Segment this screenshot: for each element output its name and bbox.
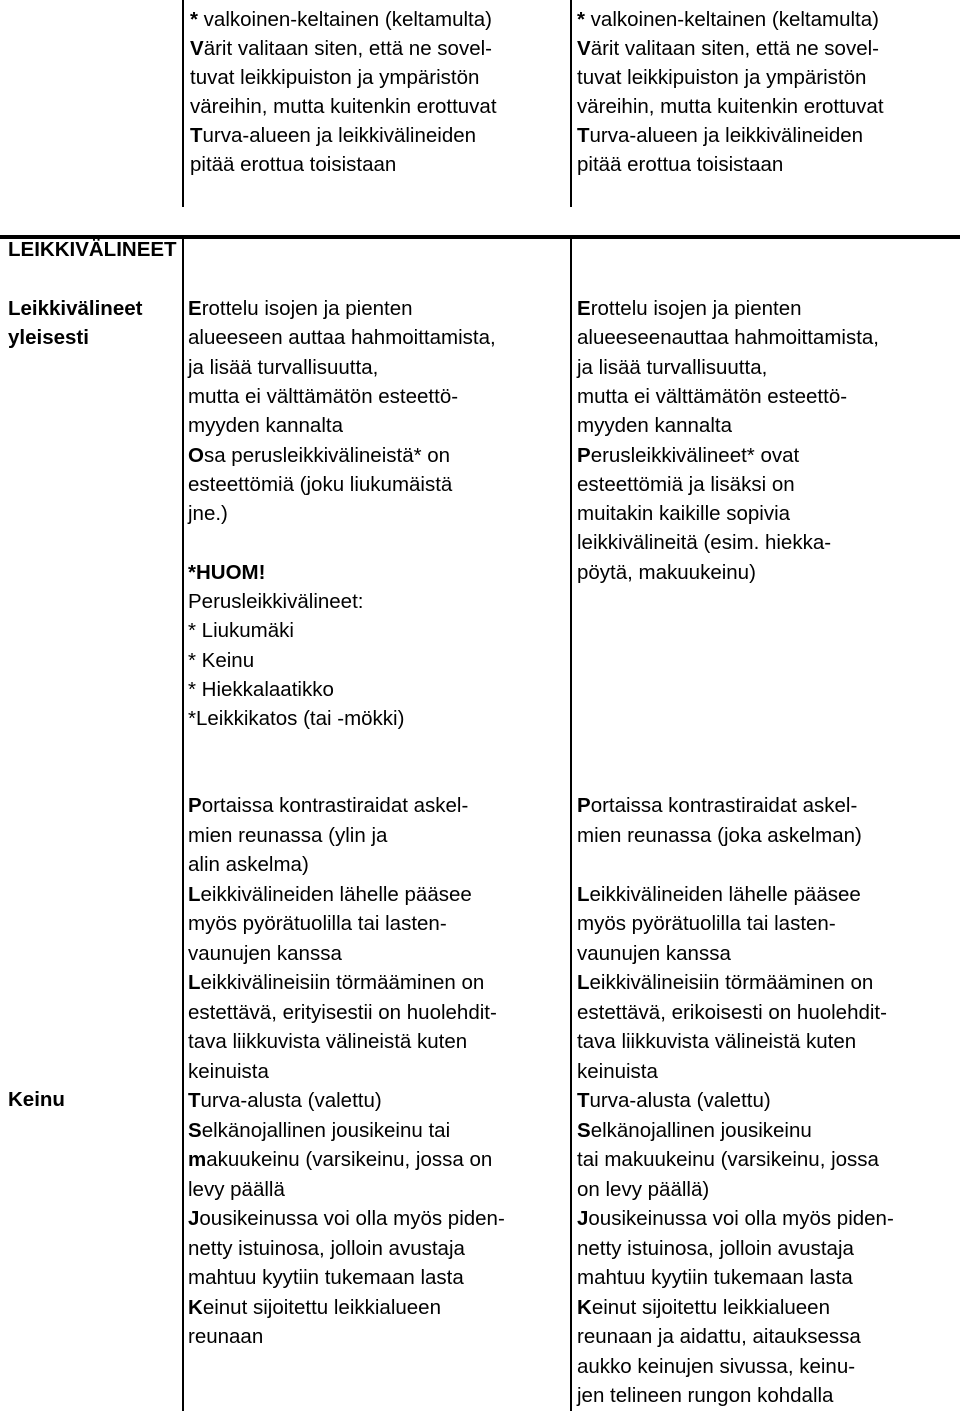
text-line-body: tuvat leikkipuiston ja ympäristön <box>577 66 867 89</box>
text-line-body: *Leikkikatos (tai -mökki) <box>188 707 405 731</box>
text-line-body: eikkivälineiden lähelle pääsee <box>200 882 472 906</box>
text-line <box>577 356 767 380</box>
text-line-body: ousikeinussa voi olla myös piden- <box>588 1207 894 1230</box>
text-line-body: einut sijoitettu leikkialueen <box>591 1295 830 1319</box>
text-line-lead: P <box>188 794 202 817</box>
text-line <box>188 1266 464 1290</box>
text-line <box>577 1325 861 1349</box>
section-header: LEIKKIVÄLINEET <box>8 238 177 261</box>
text-line <box>188 473 452 497</box>
text-line <box>188 678 334 702</box>
text-line-body: sa perusleikkivälineistä* on <box>203 443 451 467</box>
text-line-lead: *HUOM! <box>188 560 266 584</box>
text-line-body: estettävä, erikoisesti on huolehdit- <box>577 1000 887 1024</box>
text-line-lead: T <box>188 1089 201 1112</box>
text-line-body: urva-alueen ja leikkivälineiden <box>589 124 864 147</box>
text-line-body: levy päällä <box>188 1177 285 1201</box>
text-line <box>577 297 802 321</box>
text-line-body: eikkivälineisiin törmääminen on <box>200 971 485 994</box>
text-line <box>577 502 790 526</box>
text-line-body: mahtuu kyytiin tukemaan lasta <box>577 1266 853 1289</box>
text-line-body: keinuista <box>188 1059 269 1083</box>
row-label-general-1: Leikkivälineet <box>8 297 143 320</box>
text-line-body: reunaan <box>188 1325 264 1348</box>
text-line-lead: L <box>577 971 590 994</box>
text-line-body: vaunujen kanssa <box>577 941 731 965</box>
text-line-body: ortaissa kontrastiraidat askel- <box>201 794 469 817</box>
text-line <box>188 385 458 409</box>
text-line <box>188 619 294 643</box>
text-line-body: keinuista <box>577 1059 658 1083</box>
column-divider-right-top <box>570 0 572 207</box>
text-line <box>577 1237 854 1261</box>
text-line <box>190 95 497 119</box>
text-line <box>188 883 472 907</box>
text-line-lead: S <box>188 1118 202 1142</box>
text-line-body: aukko keinujen sivussa, keinu- <box>577 1354 856 1378</box>
text-line-body: * Hiekkalaatikko <box>188 677 334 701</box>
text-line-body: myös pyörätuolilla tai lasten- <box>188 912 447 935</box>
text-line-lead: * <box>577 8 585 31</box>
text-line-body: myös pyörätuolilla tai lasten- <box>577 912 836 935</box>
text-line <box>577 1296 830 1320</box>
text-line <box>188 502 228 526</box>
text-line <box>188 649 254 673</box>
text-line <box>188 297 413 321</box>
text-line-body: väreihin, mutta kuitenkin erottuvat <box>577 95 884 118</box>
text-line <box>577 1178 709 1202</box>
text-line <box>188 1178 285 1202</box>
text-line <box>190 37 492 61</box>
text-line-lead: E <box>577 297 591 320</box>
text-line <box>188 1030 467 1054</box>
text-line <box>577 1089 771 1113</box>
text-line-lead: V <box>190 37 204 60</box>
text-line <box>188 1148 492 1172</box>
text-line-lead: V <box>577 37 591 60</box>
text-line <box>577 8 879 32</box>
text-line-body: vaunujen kanssa <box>188 941 342 965</box>
text-line <box>188 824 387 848</box>
text-line-body: mien reunassa (joka askelman) <box>577 823 862 847</box>
text-line <box>188 1089 382 1113</box>
text-line <box>577 1030 856 1054</box>
text-line <box>577 1207 894 1231</box>
text-line-body: on levy päällä) <box>577 1177 710 1201</box>
text-line-body: * Liukumäki <box>188 619 294 643</box>
text-line <box>190 8 492 32</box>
text-line <box>188 1296 441 1320</box>
text-line-body: Perusleikkivälineet: <box>188 590 364 613</box>
text-line-body: väreihin, mutta kuitenkin erottuvat <box>190 95 497 118</box>
text-line-body: esteettömiä ja lisäksi on <box>577 472 795 496</box>
text-line-body: eikkivälineisiin törmääminen on <box>589 971 874 994</box>
text-line <box>577 1384 833 1408</box>
text-line-body: rottelu isojen ja pienten <box>590 297 802 320</box>
text-line-body: valkoinen-keltainen (keltamulta) <box>197 8 492 31</box>
text-line <box>577 883 861 907</box>
text-line <box>577 444 799 468</box>
text-line <box>577 37 879 61</box>
text-line-body: einut sijoitettu leikkialueen <box>202 1295 441 1319</box>
text-line-body: jne.) <box>188 502 228 526</box>
text-line-body: alueeseenauttaa hahmoittamista, <box>577 326 880 350</box>
text-line-lead: S <box>577 1118 591 1142</box>
text-line-lead: T <box>190 124 203 147</box>
text-line-body: pitää erottua toisistaan <box>190 153 397 176</box>
text-line <box>577 1148 879 1172</box>
text-line-body: pöytä, makuukeinu) <box>577 560 756 584</box>
text-line-body: urva-alueen ja leikkivälineiden <box>202 124 477 147</box>
column-divider-right <box>570 235 572 1411</box>
text-line <box>577 414 732 438</box>
row-label-general-2: yleisesti <box>8 326 89 349</box>
text-line-lead: L <box>188 882 201 906</box>
text-line-body: muitakin kaikille sopivia <box>577 502 791 526</box>
text-line-body: ortaissa kontrastiraidat askel- <box>590 794 858 817</box>
text-line-lead: * <box>190 8 198 31</box>
text-line-lead: T <box>577 1089 590 1112</box>
text-line-body: alin askelma) <box>188 853 309 876</box>
text-line-body: rottelu isojen ja pienten <box>201 297 413 320</box>
text-line <box>577 1001 887 1025</box>
text-line <box>577 942 731 966</box>
text-line-lead: K <box>577 1295 592 1319</box>
text-line <box>577 794 857 818</box>
text-line <box>188 1207 505 1231</box>
text-line-body: ja lisää turvallisuutta, <box>188 355 379 379</box>
text-line <box>188 1325 263 1349</box>
text-line <box>190 124 476 148</box>
text-line <box>188 1060 269 1084</box>
text-line-lead: T <box>577 124 590 147</box>
text-line-lead: m <box>188 1148 207 1171</box>
text-line <box>188 707 404 731</box>
text-line-lead: O <box>188 443 204 467</box>
text-line <box>577 385 847 409</box>
text-line-body: mutta ei välttämätön esteettö- <box>577 384 848 408</box>
text-line-body: alueeseen auttaa hahmoittamista, <box>188 326 496 350</box>
column-divider-left-top <box>182 0 184 207</box>
text-line <box>577 66 866 90</box>
text-line-body: ousikeinussa voi olla myös piden- <box>199 1207 505 1230</box>
text-line-body: mutta ei välttämätön esteettö- <box>188 384 459 408</box>
text-line <box>188 561 265 585</box>
text-line-body: urva-alusta (valettu) <box>589 1089 771 1112</box>
text-line-body: ärit valitaan siten, että ne sovel- <box>590 37 879 60</box>
text-line-body: myyden kannalta <box>577 414 732 438</box>
text-line <box>577 561 756 585</box>
text-line-body: tava liikkuvista välineistä kuten <box>188 1030 468 1053</box>
text-line <box>577 124 863 148</box>
text-line-body: netty istuinosa, jolloin avustaja <box>188 1236 465 1260</box>
text-line-body: * Keinu <box>188 648 255 672</box>
text-line-body: estettävä, erityisestii on huolehdit- <box>188 1000 497 1024</box>
text-line <box>577 1355 855 1379</box>
text-line-body: tava liikkuvista välineistä kuten <box>577 1030 857 1053</box>
text-line-body: myyden kannalta <box>188 414 343 438</box>
text-line-body: netty istuinosa, jolloin avustaja <box>577 1236 854 1260</box>
text-line-lead: J <box>188 1207 200 1230</box>
text-line-body: mahtuu kyytiin tukemaan lasta <box>188 1266 464 1289</box>
text-line <box>188 444 450 468</box>
text-line <box>577 824 862 848</box>
text-line <box>190 153 396 177</box>
text-line <box>188 971 484 995</box>
text-line <box>188 326 496 350</box>
text-line <box>577 1060 658 1084</box>
text-line-body: tuvat leikkipuiston ja ympäristön <box>190 66 480 89</box>
text-line-body: pitää erottua toisistaan <box>577 153 784 176</box>
text-line <box>188 1001 497 1025</box>
text-line <box>577 326 879 350</box>
text-line-body: tai makuukeinu (varsikeinu, jossa <box>577 1148 879 1171</box>
text-line <box>188 414 343 438</box>
text-line <box>188 1119 450 1143</box>
text-line-body: urva-alusta (valettu) <box>200 1089 382 1112</box>
text-line <box>190 66 479 90</box>
text-line <box>577 971 873 995</box>
text-line-body: valkoinen-keltainen (keltamulta) <box>584 8 879 31</box>
text-line-body: elkänojallinen jousikeinu <box>590 1118 812 1142</box>
text-line <box>577 473 795 497</box>
text-line-body: erusleikkivälineet* ovat <box>590 443 800 467</box>
text-line-lead: P <box>577 443 591 467</box>
text-line <box>188 356 378 380</box>
text-line <box>188 1237 465 1261</box>
text-line <box>577 531 831 555</box>
text-line-body: esteettömiä (joku liukumäistä <box>188 472 453 496</box>
text-line-body: ja lisää turvallisuutta, <box>577 355 768 379</box>
text-line-body: jen telineen rungon kohdalla <box>577 1384 834 1407</box>
text-line-lead: P <box>577 794 591 817</box>
text-line-lead: E <box>188 297 202 320</box>
text-line-body: leikkivälineitä (esim. hiekka- <box>577 531 832 555</box>
text-line <box>188 794 468 818</box>
text-line-lead: L <box>188 971 201 994</box>
text-line <box>577 95 884 119</box>
text-line <box>188 912 447 936</box>
text-line-body: ärit valitaan siten, että ne sovel- <box>203 37 492 60</box>
text-line <box>577 1266 853 1290</box>
column-divider-left <box>182 235 184 1411</box>
text-line-body: eikkivälineiden lähelle pääsee <box>589 882 861 906</box>
text-line <box>188 853 309 877</box>
text-line-body: reunaan ja aidattu, aitauksessa <box>577 1325 861 1348</box>
text-line-body: mien reunassa (ylin ja <box>188 823 388 847</box>
text-line <box>577 1119 812 1143</box>
text-line-body: elkänojallinen jousikeinu tai <box>201 1118 451 1142</box>
text-line-lead: K <box>188 1295 203 1319</box>
text-line <box>188 590 363 614</box>
text-line <box>188 942 342 966</box>
text-line <box>577 912 836 936</box>
text-line-lead: L <box>577 882 590 906</box>
text-line <box>577 153 783 177</box>
text-line-body: akuukeinu (varsikeinu, jossa on <box>206 1148 493 1171</box>
text-line-lead: J <box>577 1207 589 1230</box>
row-label-keinu: Keinu <box>8 1088 65 1111</box>
